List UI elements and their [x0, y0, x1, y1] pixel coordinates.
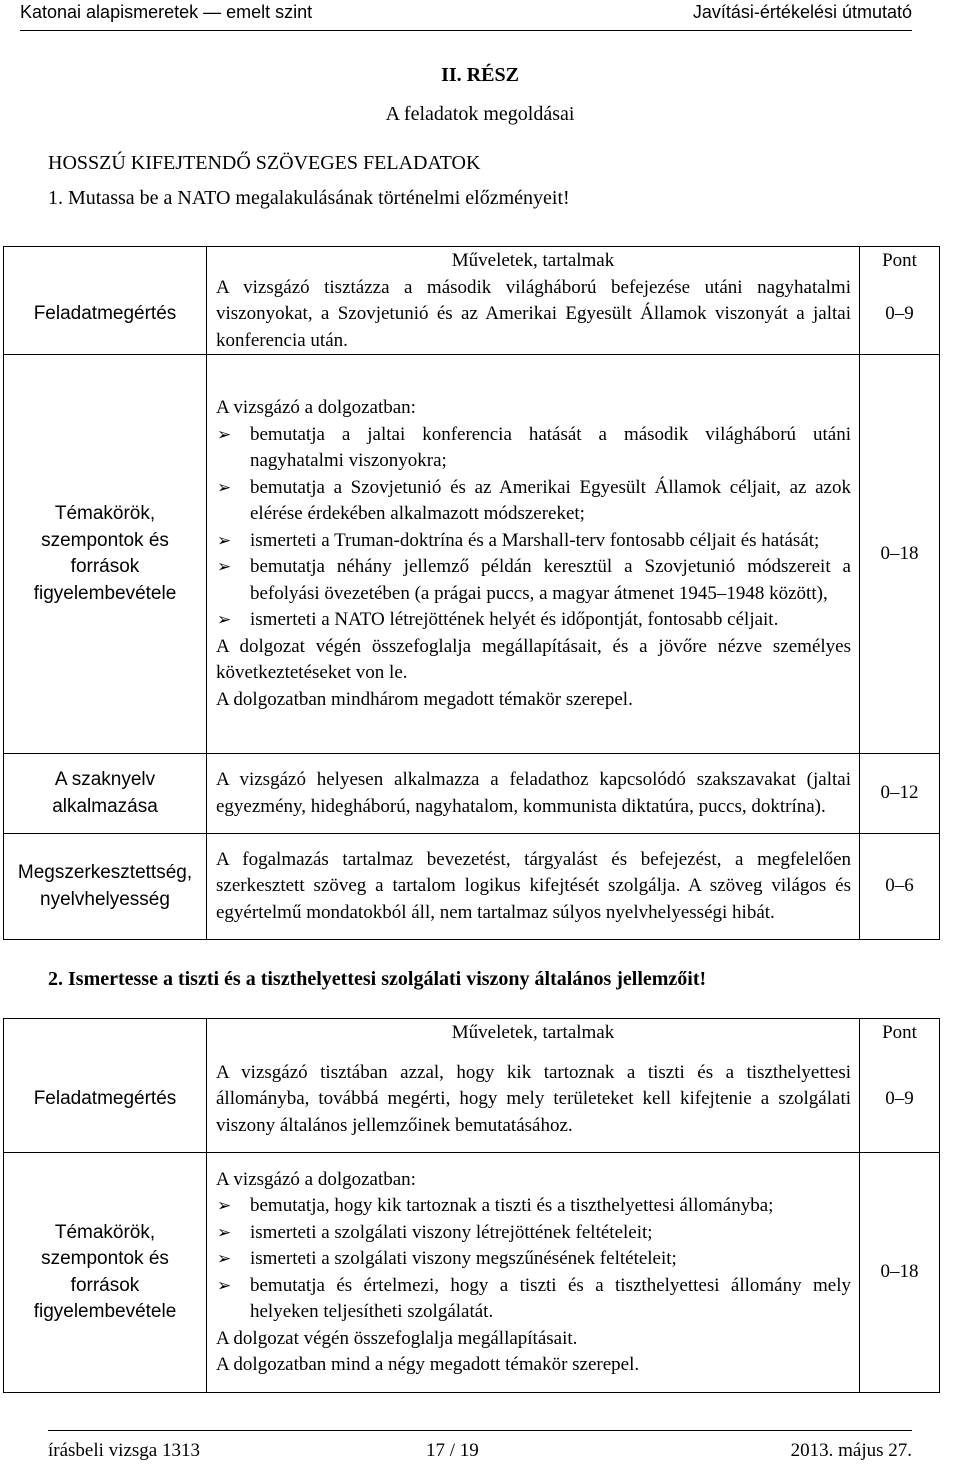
task1-head-points: Pont [860, 247, 940, 275]
page-footer [48, 1430, 912, 1461]
t1-bullet-list [216, 422, 851, 634]
part-subtitle: A feladatok megoldásai [385, 103, 575, 125]
task2-head-points: Pont [860, 1019, 940, 1047]
t2-row2-intro: A vizsgázó a dolgozatban: [216, 1168, 416, 1190]
t1-row2-content [207, 355, 860, 754]
t1-row4-points: 0–6 [860, 834, 940, 940]
arrow-bullet-icon: ➢ [217, 424, 232, 444]
arrow-bullet-icon: ➢ [217, 557, 232, 576]
part-title: II. RÉSZ [441, 64, 519, 86]
t2-row2-label: Témakörök, szempontok és források figyelembevétele [4, 1153, 207, 1393]
footer-left: írásbeli vizsga 1313 [48, 1440, 200, 1461]
header-left: Katonai alapismeretek — emelt szint [20, 2, 313, 22]
page-header [20, 0, 912, 31]
t1-row2-label: Témakörök, szempontok és források figyelembevétele [4, 355, 207, 754]
t1-row4-label: Megszerkesztettség, nyelvhelyesség [4, 834, 207, 940]
arrow-bullet-icon: ➢ [217, 610, 232, 629]
t2-row1-points: 0–9 [860, 1047, 940, 1153]
t2-row1-label: Feladatmegértés [4, 1047, 207, 1153]
task1-head-content: Műveletek, tartalmak [207, 247, 860, 275]
t1-row3-text: A vizsgázó helyesen alkalmazza a feladathoz kapcsolódó szakszavakat (jaltai egyezmény, hidegháború, nagyhatalom, kommunista diktatúra, puccs, doktrína). [207, 754, 860, 834]
t2-row2-outro2: A dolgozatban mind a négy megadott témakör szerepel. [216, 1354, 640, 1375]
t1-row2-outro2: A dolgozatban mindhárom megadott témakör szerepel. [216, 688, 633, 710]
list-item: ➢ ismerteti a szolgálati viszony létrejöttének feltételeit; [216, 1220, 851, 1247]
task2-table [3, 1018, 940, 1393]
t1-row4-text: A fogalmazás tartalmaz bevezetést, tárgyalást és befejezést, a megfelelően szerkesztett szöveg a tartalom logikus kifejtését szolgálja. A szöveg világos és egyértelmű mondatokból áll, nem tartalmaz súlyos nyelvhelyességi hibát. [207, 834, 860, 940]
task2-head-content: Műveletek, tartalmak [207, 1019, 860, 1047]
section-title: HOSSZÚ KIFEJTENDŐ SZÖVEGES FELADATOK [48, 152, 481, 174]
list-item: ➢ bemutatja néhány jellemző példán keresztül a Szovjetunió módszereit a befolyási övezetében (a prágai puccs, a magyar átmenet 1945–1948 között), [217, 556, 851, 604]
list-item: ➢ ismerteti a NATO létrejöttének helyét és időpontját, fontosabb céljait. [216, 607, 851, 634]
task1-table [3, 246, 940, 940]
arrow-bullet-icon: ➢ [217, 477, 232, 497]
list-item: ➢ bemutatja a jaltai konferencia hatását a második világháború utáni nagyhatalmi viszonyokra; [217, 423, 851, 471]
arrow-bullet-icon: ➢ [217, 530, 232, 550]
arrow-bullet-icon: ➢ [217, 1196, 232, 1215]
t1-row2-intro: A vizsgázó a dolgozatban: [216, 397, 416, 418]
t2-row1-text: A vizsgázó tisztában azzal, hogy kik tartoznak a tiszti és a tiszthelyettesi állományba, továbbá megérti, hogy mely területeket kell kifejtenie a szolgálati viszony általános jellemzőinek bemutatásához. [207, 1047, 860, 1153]
t1-row1-text: A vizsgázó tisztázza a második világháború befejezése utáni nagyhatalmi viszonyokat, a Szovjetunió és az Amerikai Egyesült Államok viszonyát a jaltai konferencia után. [207, 275, 860, 355]
arrow-bullet-icon: ➢ [217, 1249, 232, 1268]
task1-title: 1. Mutassa be a NATO megalakulásának történelmi előzményeit! [48, 187, 570, 209]
footer-page-number: 17 / 19 [426, 1440, 479, 1461]
t1-row2-outro1: A dolgozat végén összefoglalja megállapításait, és a jövőre nézve személyes következtetéseket von le. [216, 635, 851, 683]
t1-row3-points: 0–12 [860, 754, 940, 834]
t1-row2-points: 0–18 [860, 355, 940, 754]
task2-title: 2. Ismertesse a tiszti és a tiszthelyettesi szolgálati viszony általános jellemzőit! [48, 968, 707, 990]
list-item: ➢ bemutatja, hogy kik tartoznak a tiszti és a tiszthelyettesi állományba; [216, 1193, 851, 1220]
list-item: ➢ bemutatja a Szovjetunió és az Amerikai Egyesült Államok céljait, az azok elérése érdekében alkalmazott módszereket; [217, 476, 851, 524]
list-item: ➢ ismerteti a Truman-doktrína és a Marshall-terv fontosabb céljait és hatását; [216, 528, 851, 555]
t2-row2-points: 0–18 [860, 1153, 940, 1393]
t2-bullet-list [216, 1193, 851, 1326]
arrow-bullet-icon: ➢ [217, 1275, 232, 1295]
t2-row2-outro1: A dolgozat végén összefoglalja megállapításait. [216, 1327, 578, 1349]
t1-row3-label: A szaknyelv alkalmazása [4, 754, 207, 834]
arrow-bullet-icon: ➢ [217, 1222, 232, 1242]
t2-row2-content [207, 1153, 860, 1393]
list-item: ➢ ismerteti a szolgálati viszony megszűnésének feltételeit; [216, 1246, 851, 1273]
t1-row1-label: Feladatmegértés [4, 275, 207, 355]
t1-row1-points: 0–9 [860, 275, 940, 355]
footer-date: 2013. május 27. [790, 1440, 912, 1461]
list-item: ➢ bemutatja és értelmezi, hogy a tiszti és a tiszthelyettesi állomány mely helyeken teljesítheti szolgálatát. [217, 1274, 851, 1322]
header-right: Javítási-értékelési útmutató [692, 2, 912, 22]
